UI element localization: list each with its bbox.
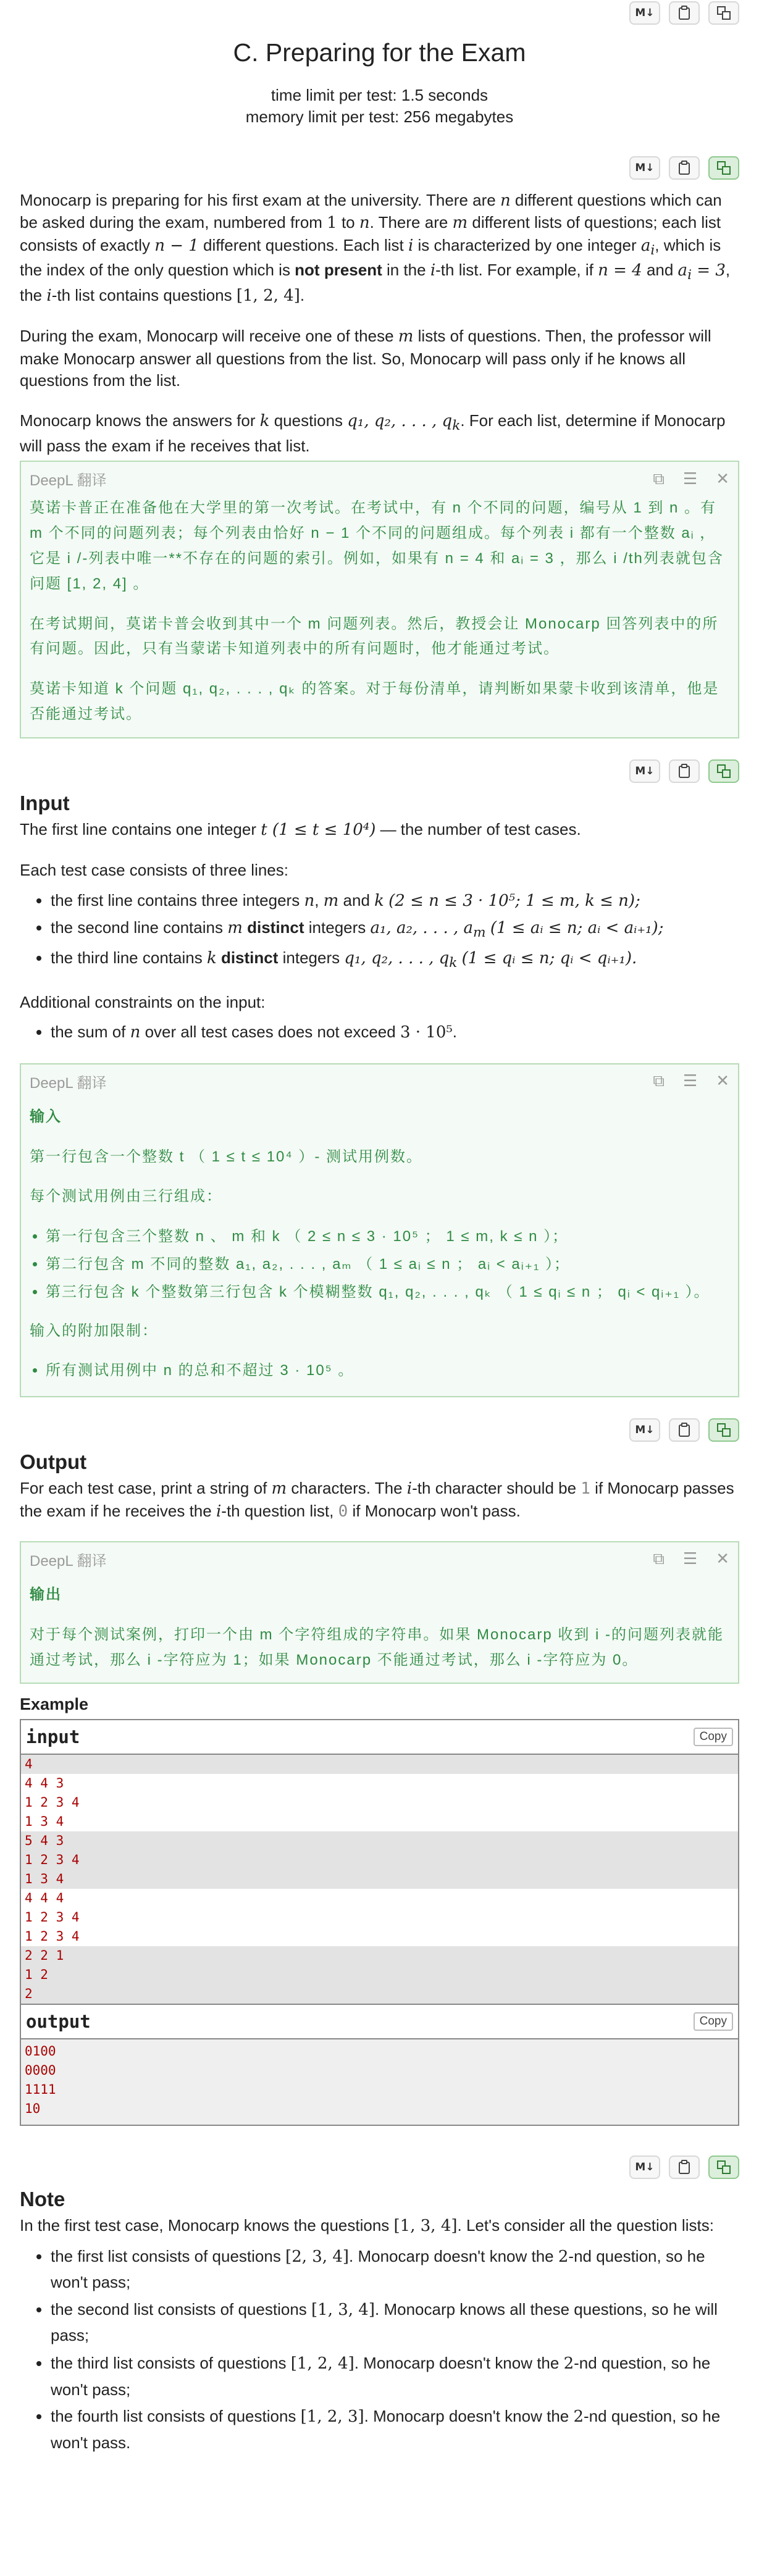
translate-icon [717, 2160, 731, 2174]
example-output-line: 10 [25, 2101, 41, 2117]
note-item: • the third list consists of questions [1, 2, 4]. Monocarp doesn't know the 2-nd question, so he won't pass; [51, 2351, 739, 2402]
clipboard-button[interactable] [669, 1418, 700, 1442]
output-heading: Output [20, 1450, 87, 1474]
note-item: • the first list consists of questions [2, 3, 4]. Monocarp doesn't know the 2-nd question, so he won't pass; [51, 2244, 739, 2296]
copy-input-button[interactable]: Copy [694, 1728, 733, 1746]
markdown-button[interactable]: M↓ [629, 1418, 660, 1442]
copy-icon[interactable]: ⧉ [653, 469, 665, 488]
translate-toggle-button[interactable] [708, 759, 739, 783]
clipboard-icon [678, 764, 690, 779]
output-toolbar [20, 1418, 739, 1442]
translate-icon [717, 161, 731, 175]
translate-toggle-button[interactable] [708, 156, 739, 180]
translate-toggle-button[interactable] [708, 2156, 739, 2179]
note-toolbar [20, 2156, 739, 2179]
deepl-translation-statement [20, 461, 739, 738]
list-item: • the sum of n over all test cases does not exceed 3 · 10⁵. [51, 1019, 739, 1046]
markdown-button[interactable]: M↓ [629, 156, 660, 180]
deepl-paragraph: 莫诺卡知道 k 个问题 q₁, q₂, . . . , qₖ 的答案。对于每份清单，请判断如果蒙卡收到该清单，他是否能通过考试。 [30, 680, 719, 723]
example-input-line: 2 2 1 [21, 1946, 738, 1965]
close-icon[interactable]: ✕ [716, 1549, 729, 1568]
deepl-paragraph: 对于每个测试案例，打印一个由 m 个字符组成的字符串。如果 Monocarp 收到 i -的问题列表就能通过考试，那么 i -字符应为 1；如果 Monocarp 不能通过考试，那么 i -字符应为 0。 [30, 1626, 724, 1668]
example-output-line: 0000 [25, 2063, 56, 2078]
deepl-label: DeepL 翻译 [30, 1074, 107, 1092]
constraint-list [20, 1019, 739, 1046]
deepl-heading: 输入 [30, 1108, 62, 1125]
clipboard-button[interactable] [669, 759, 700, 783]
translate-icon [717, 6, 731, 20]
example-output-label: output [26, 2011, 91, 2033]
example-input-line: 1 2 3 4 [25, 1795, 80, 1810]
close-icon[interactable]: ✕ [716, 469, 729, 488]
example-output-line: 1111 [25, 2082, 56, 2097]
list-item: • 第二行包含 m 不同的整数 a₁, a₂, . . . , aₘ （ 1 ≤ aᵢ ≤ n ； aᵢ < aᵢ₊₁ ）； [46, 1252, 729, 1278]
deepl-paragraph: 莫诺卡普正在准备他在大学里的第一次考试。在考试中，有 n 个不同的问题，编号从 1 到 n 。有 m 个不同的问题列表；每个列表由恰好 n − 1 个不同的问题组成。每个列表 i 都有一个整数 aᵢ ，它是 i /-列表中唯一**不存在的问题的索引。例如，如果有 n = 4 和 aᵢ = 3 ，那么 i /th列表就包含问题 [1, 2, 4] 。 [30, 500, 724, 592]
clipboard-icon [678, 1423, 690, 1437]
input-paragraph-1: The first line contains one integer t (1 ≤ t ≤ 10⁴) — the number of test cases. [20, 819, 581, 839]
close-icon[interactable]: ✕ [716, 1071, 729, 1090]
example-input-line: 5 4 3 [21, 1831, 738, 1850]
problem-header [20, 38, 739, 127]
statement-paragraph-1: Monocarp is preparing for his first exam at the university. There are n different questions which can be asked during the exam, numbered from 1 to n. There are m different lists of questions; each list consists of exactly n − 1 different questions. Each list i is characterized by one integer $a_i$, which is the index of the only question which is not present in the i-th list. For example, if n = 4 and $a_i = 3$, the i-th list contains questions [1, 2, 4]. [20, 191, 731, 306]
example-output-line: 0100 [25, 2044, 56, 2059]
deepl-paragraph: 输入的附加限制： [30, 1322, 158, 1339]
markdown-button[interactable]: M↓ [629, 2156, 660, 2179]
deepl-paragraph: 在考试期间，莫诺卡普会收到其中一个 m 问题列表。然后，教授会让 Monocarp 回答列表中的所有问题。因此，只有当蒙诺卡知道列表中的所有问题时，他才能通过考试。 [30, 615, 719, 658]
collapse-icon[interactable]: ☰ [682, 1549, 698, 1568]
list-item: • the third line contains k distinct integers q₁, q₂, . . . , $q_k$ (1 ≤ qᵢ ≤ n; qᵢ < qᵢ₊₁). [51, 945, 739, 974]
example-input-line: 1 3 4 [21, 1870, 738, 1889]
statement-paragraph-2: During the exam, Monocarp will receive one of these m lists of questions. Then, the professor will make Monocarp answer all questions from the list. So, Monocarp will pass only if he knows all questions from the list. [20, 327, 711, 390]
note-item: • the second list consists of questions [1, 3, 4]. Monocarp knows all these questions, so he will pass; [51, 2297, 739, 2349]
collapse-icon[interactable]: ☰ [682, 1071, 698, 1090]
example-box [20, 1719, 739, 2126]
deepl-list [30, 1224, 729, 1305]
time-limit: time limit per test: 1.5 seconds [270, 86, 489, 104]
output-paragraph: For each test case, print a string of m characters. The i-th character should be 1 if Monocarp passes the exam if he receives the i-th question list, 0 if Monocarp won't pass. [20, 1479, 734, 1521]
input-paragraph-2: Each test case consists of three lines: [20, 861, 288, 880]
example-input-line: 1 3 4 [25, 1814, 64, 1830]
list-item: • 第一行包含三个整数 n 、 m 和 k （ 2 ≤ n ≤ 3 · 10⁵ ； 1 ≤ m, k ≤ n ）； [46, 1224, 729, 1250]
example-title: Example [20, 1695, 89, 1714]
example-input-line: 1 2 3 4 [25, 1910, 80, 1925]
statement-paragraph-3: Monocarp knows the answers for k questions q₁, q₂, . . . , $q_k$. For each list, determine if Monocarp will pass the exam if he receives that list. [20, 411, 726, 456]
translate-button[interactable] [708, 1, 739, 25]
list-item: • the first line contains three integers n, m and k (2 ≤ n ≤ 3 · 10⁵; 1 ≤ m, k ≤ n); [51, 888, 739, 914]
input-paragraph-3: Additional constraints on the input: [20, 992, 266, 1011]
clipboard-icon [678, 2160, 690, 2175]
clipboard-icon [678, 161, 690, 175]
example-input-label: input [26, 1726, 80, 1748]
input-list [20, 888, 739, 974]
note-item: • the fourth list consists of questions [1, 2, 3]. Monocarp doesn't know the 2-nd question, so he won't pass. [51, 2404, 739, 2456]
copy-icon[interactable]: ⧉ [653, 1549, 665, 1568]
deepl-list [30, 1358, 729, 1384]
deepl-translation-input [20, 1063, 739, 1397]
example-input-line: 2 [21, 1984, 738, 2004]
clipboard-icon [678, 6, 690, 20]
translate-icon [717, 1423, 731, 1437]
translate-toggle-button[interactable] [708, 1418, 739, 1442]
note-paragraph: In the first test case, Monocarp knows the questions [1, 3, 4]. Let's consider all the question lists: [20, 2216, 714, 2236]
problem-title: C. Preparing for the Exam [233, 38, 526, 67]
memory-limit: memory limit per test: 256 megabytes [245, 107, 514, 126]
statement-toolbar [20, 156, 739, 180]
deepl-translation-output [20, 1541, 739, 1684]
markdown-button[interactable]: M↓ [629, 759, 660, 783]
deepl-label: DeepL 翻译 [30, 472, 107, 490]
clipboard-button[interactable] [669, 156, 700, 180]
collapse-icon[interactable]: ☰ [682, 469, 698, 488]
copy-icon[interactable]: ⧉ [653, 1071, 665, 1090]
clipboard-button[interactable] [669, 2156, 700, 2179]
copy-output-button[interactable]: Copy [694, 2012, 733, 2031]
deepl-heading: 输出 [30, 1586, 62, 1603]
clipboard-button[interactable] [669, 1, 700, 25]
deepl-label: DeepL 翻译 [30, 1552, 107, 1570]
deepl-paragraph: 第一行包含一个整数 t （ 1 ≤ t ≤ 10⁴ ）- 测试用例数。 [30, 1148, 423, 1165]
example-input-line: 4 4 4 [25, 1891, 64, 1906]
input-heading: Input [20, 791, 70, 814]
example-input-lines[interactable] [21, 1755, 738, 2004]
input-toolbar [20, 759, 739, 783]
example-input-line: 1 2 3 4 [21, 1850, 738, 1870]
list-item: • 所有测试用例中 n 的总和不超过 3 · 10⁵ 。 [46, 1358, 729, 1384]
example-output-lines[interactable] [21, 2039, 738, 2125]
list-item: • the second line contains m distinct integers a₁, a₂, . . . , $a_m$ (1 ≤ aᵢ ≤ n; aᵢ < aᵢ₊₁); [51, 915, 739, 944]
example-input-line: 4 [21, 1755, 738, 1774]
note-heading: Note [20, 2188, 65, 2211]
note-list [20, 2244, 739, 2456]
example-output-header [21, 2004, 738, 2039]
translate-icon [717, 764, 731, 778]
top-toolbar [20, 0, 739, 25]
list-item: • 第三行包含 k 个整数第三行包含 k 个模糊整数 q₁, q₂, . . . , qₖ （ 1 ≤ qᵢ ≤ n ； qᵢ < qᵢ₊₁ ）。 [46, 1280, 729, 1305]
example-input-line: 1 2 3 4 [25, 1929, 80, 1944]
example-input-line: 1 2 [21, 1965, 738, 1984]
markdown-button[interactable]: M↓ [629, 1, 660, 25]
example-input-line: 4 4 3 [25, 1776, 64, 1791]
example-input-header [21, 1720, 738, 1755]
deepl-paragraph: 每个测试用例由三行组成： [30, 1188, 222, 1205]
